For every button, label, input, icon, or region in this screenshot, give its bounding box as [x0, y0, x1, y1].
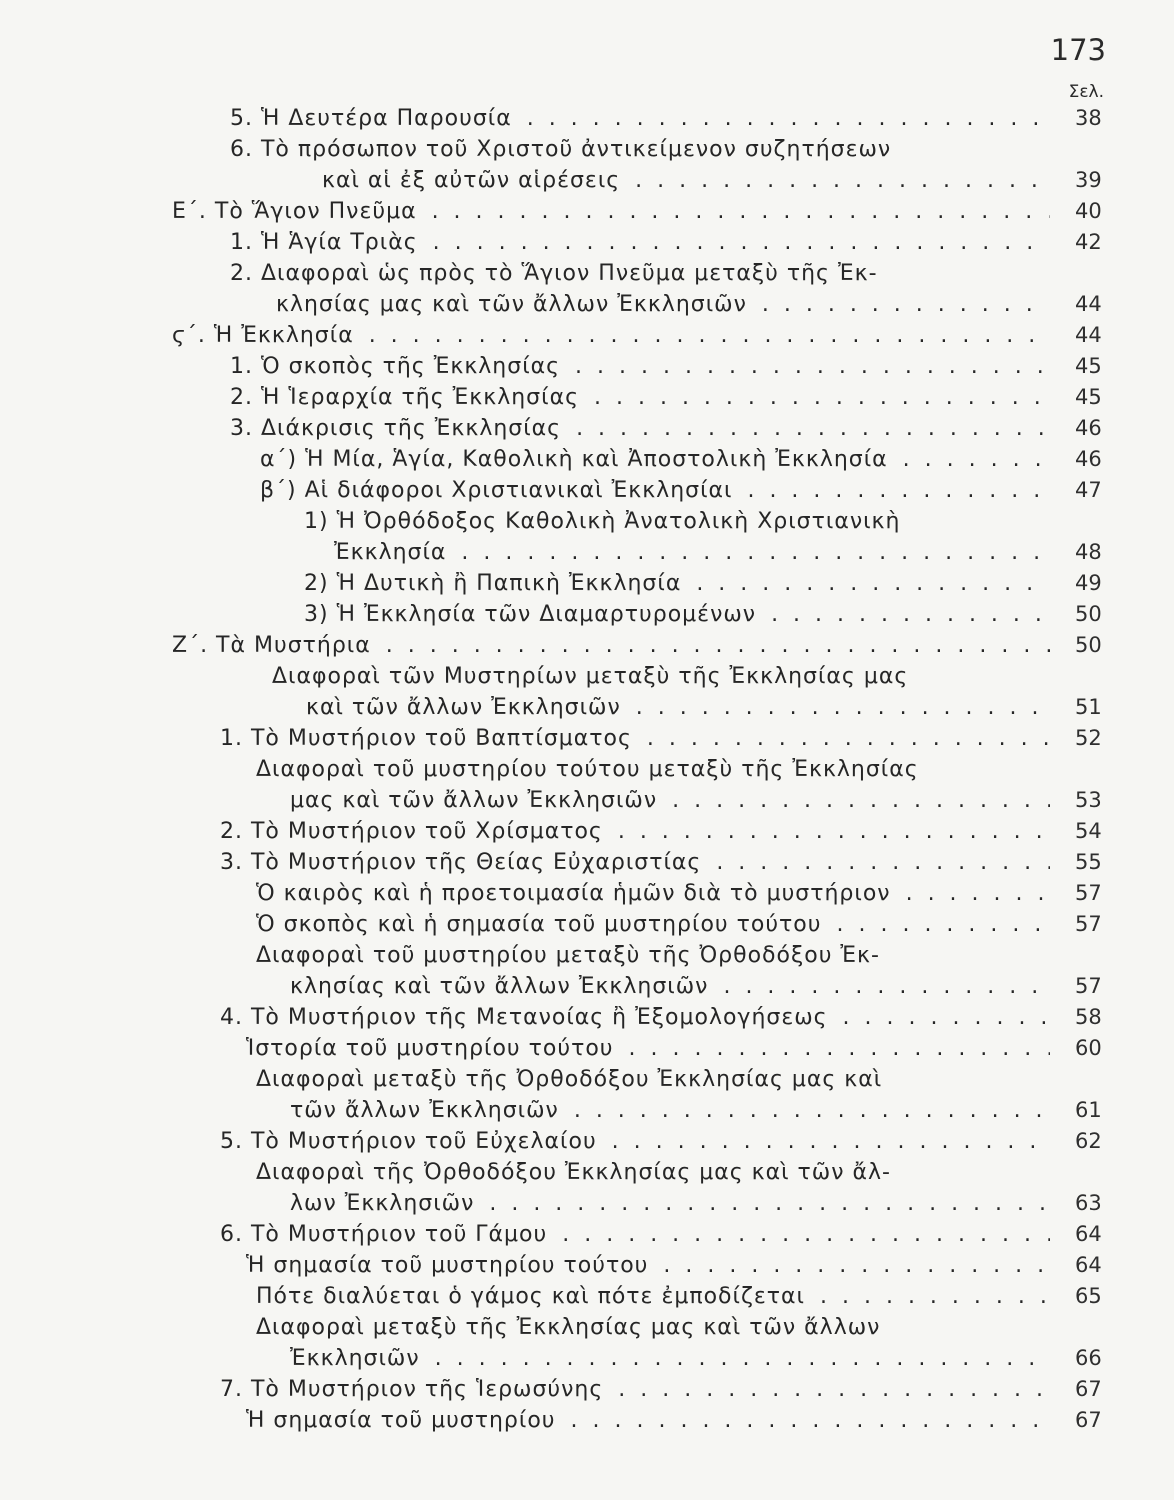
toc-entry-title: 2. Διαφοραὶ ὡς πρὸς τὸ Ἅγιον Πνεῦμα μεταξὺ τῆς Ἐκ-: [230, 261, 882, 286]
toc-entry: [0, 971, 1174, 1002]
toc-entry-title: καὶ τῶν ἄλλων Ἐκκλησιῶν: [306, 695, 625, 720]
toc-entry-title: Ἱστορία τοῦ μυστηρίου τούτου: [246, 1036, 618, 1061]
toc-entry-line: [256, 1281, 1050, 1312]
toc-entry-page: 57: [1075, 912, 1102, 936]
toc-entry-line: [272, 661, 1050, 692]
toc-entry-page: 51: [1075, 695, 1102, 719]
toc-entry-line: [220, 1002, 1050, 1033]
toc-entry-title: Ὁ σκοπὸς καὶ ἡ σημασία τοῦ μυστηρίου τούτου: [256, 912, 826, 937]
toc-entry-title: Ὁ καιρὸς καὶ ἡ προετοιμασία ἡμῶν διὰ τὸ μυστήριον: [256, 881, 895, 906]
toc-entry-page: 54: [1075, 819, 1102, 843]
toc-entry: [0, 134, 1174, 165]
toc-entry-line: [256, 1064, 1050, 1095]
toc-entry-line: [172, 630, 1050, 661]
toc-entry-line: [256, 1312, 1050, 1343]
toc-entry-page: [1075, 1312, 1105, 1343]
toc-entry: [0, 692, 1174, 723]
toc-entry-line: [290, 785, 1050, 816]
toc-entry: [0, 1374, 1174, 1405]
toc-entry: [0, 165, 1174, 196]
toc-entry-page: 62: [1075, 1129, 1102, 1153]
toc-entry: [0, 878, 1174, 909]
toc-entry-page: 67: [1075, 1377, 1102, 1401]
toc-entry: [0, 909, 1174, 940]
toc-entry-title: κλησίας καὶ τῶν ἄλλων Ἐκκλησιῶν: [290, 974, 712, 999]
toc-entry-page: 44: [1075, 292, 1102, 316]
toc-entry-title: Ἐκκλησία: [334, 540, 450, 565]
toc-entry-title: 1) Ἡ Ὀρθόδοξος Καθολικὴ Ἀνατολικὴ Χριστιανικὴ: [304, 509, 904, 534]
toc-entry-title: 2. Ἡ Ἱεραρχία τῆς Ἐκκλησίας: [230, 385, 583, 410]
toc-entry: [0, 475, 1174, 506]
toc-entry-page: 55: [1075, 850, 1102, 874]
toc-entry: [0, 661, 1174, 692]
toc-entry-title: 7. Τὸ Μυστήριον τῆς Ἱερωσύνης: [220, 1377, 607, 1402]
toc-entry-line: [172, 320, 1050, 351]
toc-entry-line: [256, 878, 1050, 909]
toc-entry-page: 60: [1075, 1036, 1102, 1060]
toc-entry-page: 53: [1075, 788, 1102, 812]
toc-entry-title: Διαφοραὶ τῆς Ὀρθοδόξου Ἐκκλησίας μας καὶ τῶν ἄλ-: [256, 1160, 895, 1185]
toc-entry-line: [334, 537, 1050, 568]
toc-entry-line: [290, 1343, 1050, 1374]
toc-entry: [0, 568, 1174, 599]
toc-entry-page: [1075, 258, 1105, 289]
toc-entry: [0, 537, 1174, 568]
toc-entry: [0, 444, 1174, 475]
page-column-label: Σελ.: [1068, 82, 1104, 102]
toc-entry: [0, 1157, 1174, 1188]
toc-entry-page: 38: [1075, 106, 1102, 130]
toc-entry-line: [230, 258, 1050, 289]
toc-entry: [0, 1343, 1174, 1374]
toc-entry-line: [230, 227, 1050, 258]
toc-entry: [0, 1033, 1174, 1064]
toc-entry-title: 2) Ἡ Δυτικὴ ἢ Παπικὴ Ἐκκλησία: [304, 571, 685, 596]
toc-entry: [0, 754, 1174, 785]
toc-entry-line: [304, 506, 1050, 537]
toc-entry-page: 61: [1075, 1098, 1102, 1122]
toc-entry-line: [256, 754, 1050, 785]
toc-entry-page: 64: [1075, 1253, 1102, 1277]
toc-entry: [0, 1095, 1174, 1126]
toc-entry-line: [220, 1126, 1050, 1157]
toc-entry-line: [304, 599, 1050, 630]
toc-entry: [0, 1405, 1174, 1436]
toc-entry: [0, 351, 1174, 382]
toc-entry: [0, 1064, 1174, 1095]
page-number: 173: [1050, 33, 1106, 67]
toc-entry-page: 44: [1075, 323, 1102, 347]
toc-entry-title: 1. Ἡ Ἁγία Τριὰς: [230, 230, 422, 255]
toc-entry-line: [246, 1250, 1050, 1281]
toc-entry-title: κλησίας μας καὶ τῶν ἄλλων Ἐκκλησιῶν: [276, 292, 751, 317]
toc-entry-line: [256, 909, 1050, 940]
toc-entry-title: 3) Ἡ Ἐκκλησία τῶν Διαμαρτυρομένων: [304, 602, 760, 627]
toc-entry-page: 50: [1075, 633, 1102, 657]
toc-entry-title: Διαφοραὶ τῶν Μυστηρίων μεταξὺ τῆς Ἐκκλησίας μας: [272, 664, 912, 689]
toc-entry: [0, 785, 1174, 816]
toc-entry-page: [1075, 1157, 1105, 1188]
toc-entry-title: Πότε διαλύεται ὁ γάμος καὶ πότε ἐμποδίζεται: [256, 1284, 809, 1309]
toc-entry-line: [256, 1157, 1050, 1188]
toc-entry-title: καὶ αἱ ἐξ αὐτῶν αἱρέσεις: [322, 168, 624, 193]
toc-entry-title: Ἡ σημασία τοῦ μυστηρίου τούτου: [246, 1253, 652, 1278]
toc-entry-page: 40: [1075, 199, 1102, 223]
toc-entry-page: 45: [1075, 385, 1102, 409]
toc-entry-title: 5. Τὸ Μυστήριον τοῦ Εὐχελαίου: [220, 1129, 601, 1154]
toc-entry-page: 66: [1075, 1346, 1102, 1370]
toc-entry: [0, 196, 1174, 227]
toc-entry-line: [322, 165, 1050, 196]
toc-entry-page: 63: [1075, 1191, 1102, 1215]
toc-entry-title: Διαφοραὶ μεταξὺ τῆς Ἐκκλησίας μας καὶ τῶν ἄλλων: [256, 1315, 884, 1340]
toc-entry-page: 52: [1075, 726, 1102, 750]
toc-entry-line: [230, 134, 1050, 165]
toc-entry-title: Διαφοραὶ μεταξὺ τῆς Ὀρθοδόξου Ἐκκλησίας μας καὶ: [256, 1067, 886, 1092]
toc-entry-title: 2. Τὸ Μυστήριον τοῦ Χρίσματος: [220, 819, 607, 844]
toc-entry-line: [230, 351, 1050, 382]
toc-entry-page: 47: [1075, 478, 1102, 502]
toc-entry-line: [290, 971, 1050, 1002]
toc-entry-title: Ε΄. Τὸ Ἅγιον Πνεῦμα: [172, 199, 421, 224]
toc-entry-title: 3. Τὸ Μυστήριον τῆς Θείας Εὐχαριστίας: [220, 850, 705, 875]
toc-entry-line: [230, 103, 1050, 134]
toc-entry-line: [220, 847, 1050, 878]
toc-entry-line: [306, 692, 1050, 723]
toc-entry: [0, 1126, 1174, 1157]
toc-entry: [0, 940, 1174, 971]
toc-entry: [0, 1188, 1174, 1219]
toc-entry-page: 49: [1075, 571, 1102, 595]
toc-entry: [0, 630, 1174, 661]
toc-entry: [0, 289, 1174, 320]
toc-entry-title: 6. Τὸ πρόσωπον τοῦ Χριστοῦ ἀντικείμενον συζητήσεων: [230, 137, 895, 162]
toc-entry-line: [220, 1219, 1050, 1250]
toc-entry-title: μας καὶ τῶν ἄλλων Ἐκκλησιῶν: [290, 788, 661, 813]
toc-entry-page: 48: [1075, 540, 1102, 564]
toc-entry-page: 42: [1075, 230, 1102, 254]
toc-entry: [0, 847, 1174, 878]
toc-entry-title: Ἡ σημασία τοῦ μυστηρίου: [246, 1408, 560, 1433]
toc-entry-title: β΄) Αἱ διάφοροι Χριστιανικαὶ Ἐκκλησίαι: [260, 478, 736, 503]
toc-entry-line: [246, 1405, 1050, 1436]
toc-entry-page: [1075, 506, 1105, 537]
toc-entry-line: [256, 940, 1050, 971]
toc-entry-title: τῶν ἄλλων Ἐκκλησιῶν: [290, 1098, 563, 1123]
toc-entry: [0, 723, 1174, 754]
toc-entry-page: 50: [1075, 602, 1102, 626]
toc-entry-title: Ζ΄. Τὰ Μυστήρια: [172, 633, 375, 658]
toc-entry: [0, 1219, 1174, 1250]
toc-entry-line: [290, 1188, 1050, 1219]
toc-entry-line: [220, 723, 1050, 754]
toc-entry-line: [276, 289, 1050, 320]
toc-entry-title: 5. Ἡ Δευτέρα Παρουσία: [230, 106, 516, 131]
toc-entry-title: α΄) Ἡ Μία, Ἁγία, Καθολικὴ καὶ Ἀποστολικὴ Ἐκκλησία: [260, 447, 892, 472]
toc-entry: [0, 816, 1174, 847]
table-of-contents: [0, 103, 1174, 1436]
toc-entry-line: [246, 1033, 1050, 1064]
toc-entry-line: [230, 382, 1050, 413]
toc-entry-line: [172, 196, 1050, 227]
toc-entry-page: 58: [1075, 1005, 1102, 1029]
toc-entry-page: [1075, 940, 1105, 971]
toc-entry-page: 46: [1075, 447, 1102, 471]
toc-entry-page: 64: [1075, 1222, 1102, 1246]
toc-entry: [0, 103, 1174, 134]
toc-entry-line: [230, 413, 1050, 444]
toc-entry: [0, 258, 1174, 289]
toc-entry: [0, 1281, 1174, 1312]
toc-entry: [0, 1002, 1174, 1033]
toc-entry: [0, 382, 1174, 413]
toc-entry: [0, 1312, 1174, 1343]
toc-entry-title: 1. Ὁ σκοπὸς τῆς Ἐκκλησίας: [230, 354, 564, 379]
toc-entry-title: Ἐκκλησιῶν: [290, 1346, 424, 1371]
toc-entry: [0, 320, 1174, 351]
toc-entry-line: [290, 1095, 1050, 1126]
toc-entry-line: [220, 816, 1050, 847]
toc-entry-page: [1075, 1064, 1105, 1095]
toc-entry-page: 67: [1075, 1408, 1102, 1432]
toc-entry-page: 57: [1075, 974, 1102, 998]
toc-entry-title: ϛ΄. Ἡ Ἐκκλησία: [172, 323, 358, 348]
toc-entry-title: 4. Τὸ Μυστήριον τῆς Μετανοίας ἢ Ἐξομολογήσεως: [220, 1005, 832, 1030]
toc-entry-title: 1. Τὸ Μυστήριον τοῦ Βαπτίσματος: [220, 726, 636, 751]
toc-entry-page: 65: [1075, 1284, 1102, 1308]
toc-entry-page: 39: [1075, 168, 1102, 192]
toc-entry-title: λων Ἐκκλησιῶν: [290, 1191, 478, 1216]
toc-entry-page: 57: [1075, 881, 1102, 905]
toc-entry-page: 46: [1075, 416, 1102, 440]
toc-entry-line: [260, 444, 1050, 475]
toc-entry-title: Διαφοραὶ τοῦ μυστηρίου τούτου μεταξὺ τῆς Ἐκκλησίας: [256, 757, 923, 782]
toc-entry: [0, 1250, 1174, 1281]
toc-entry-page: [1075, 134, 1105, 165]
toc-entry: [0, 506, 1174, 537]
toc-entry: [0, 227, 1174, 258]
toc-entry-line: [220, 1374, 1050, 1405]
toc-entry-title: 3. Διάκρισις τῆς Ἐκκλησίας: [230, 416, 565, 441]
toc-entry-line: [260, 475, 1050, 506]
toc-entry-page: 45: [1075, 354, 1102, 378]
toc-entry-title: 6. Τὸ Μυστήριον τοῦ Γάμου: [220, 1222, 551, 1247]
toc-entry: [0, 599, 1174, 630]
toc-entry-title: Διαφοραὶ τοῦ μυστηρίου μεταξὺ τῆς Ὀρθοδόξου Ἐκ-: [256, 943, 884, 968]
toc-entry-page: [1075, 754, 1105, 785]
toc-entry-line: [304, 568, 1050, 599]
toc-entry-page: [1075, 661, 1105, 692]
toc-entry: [0, 413, 1174, 444]
